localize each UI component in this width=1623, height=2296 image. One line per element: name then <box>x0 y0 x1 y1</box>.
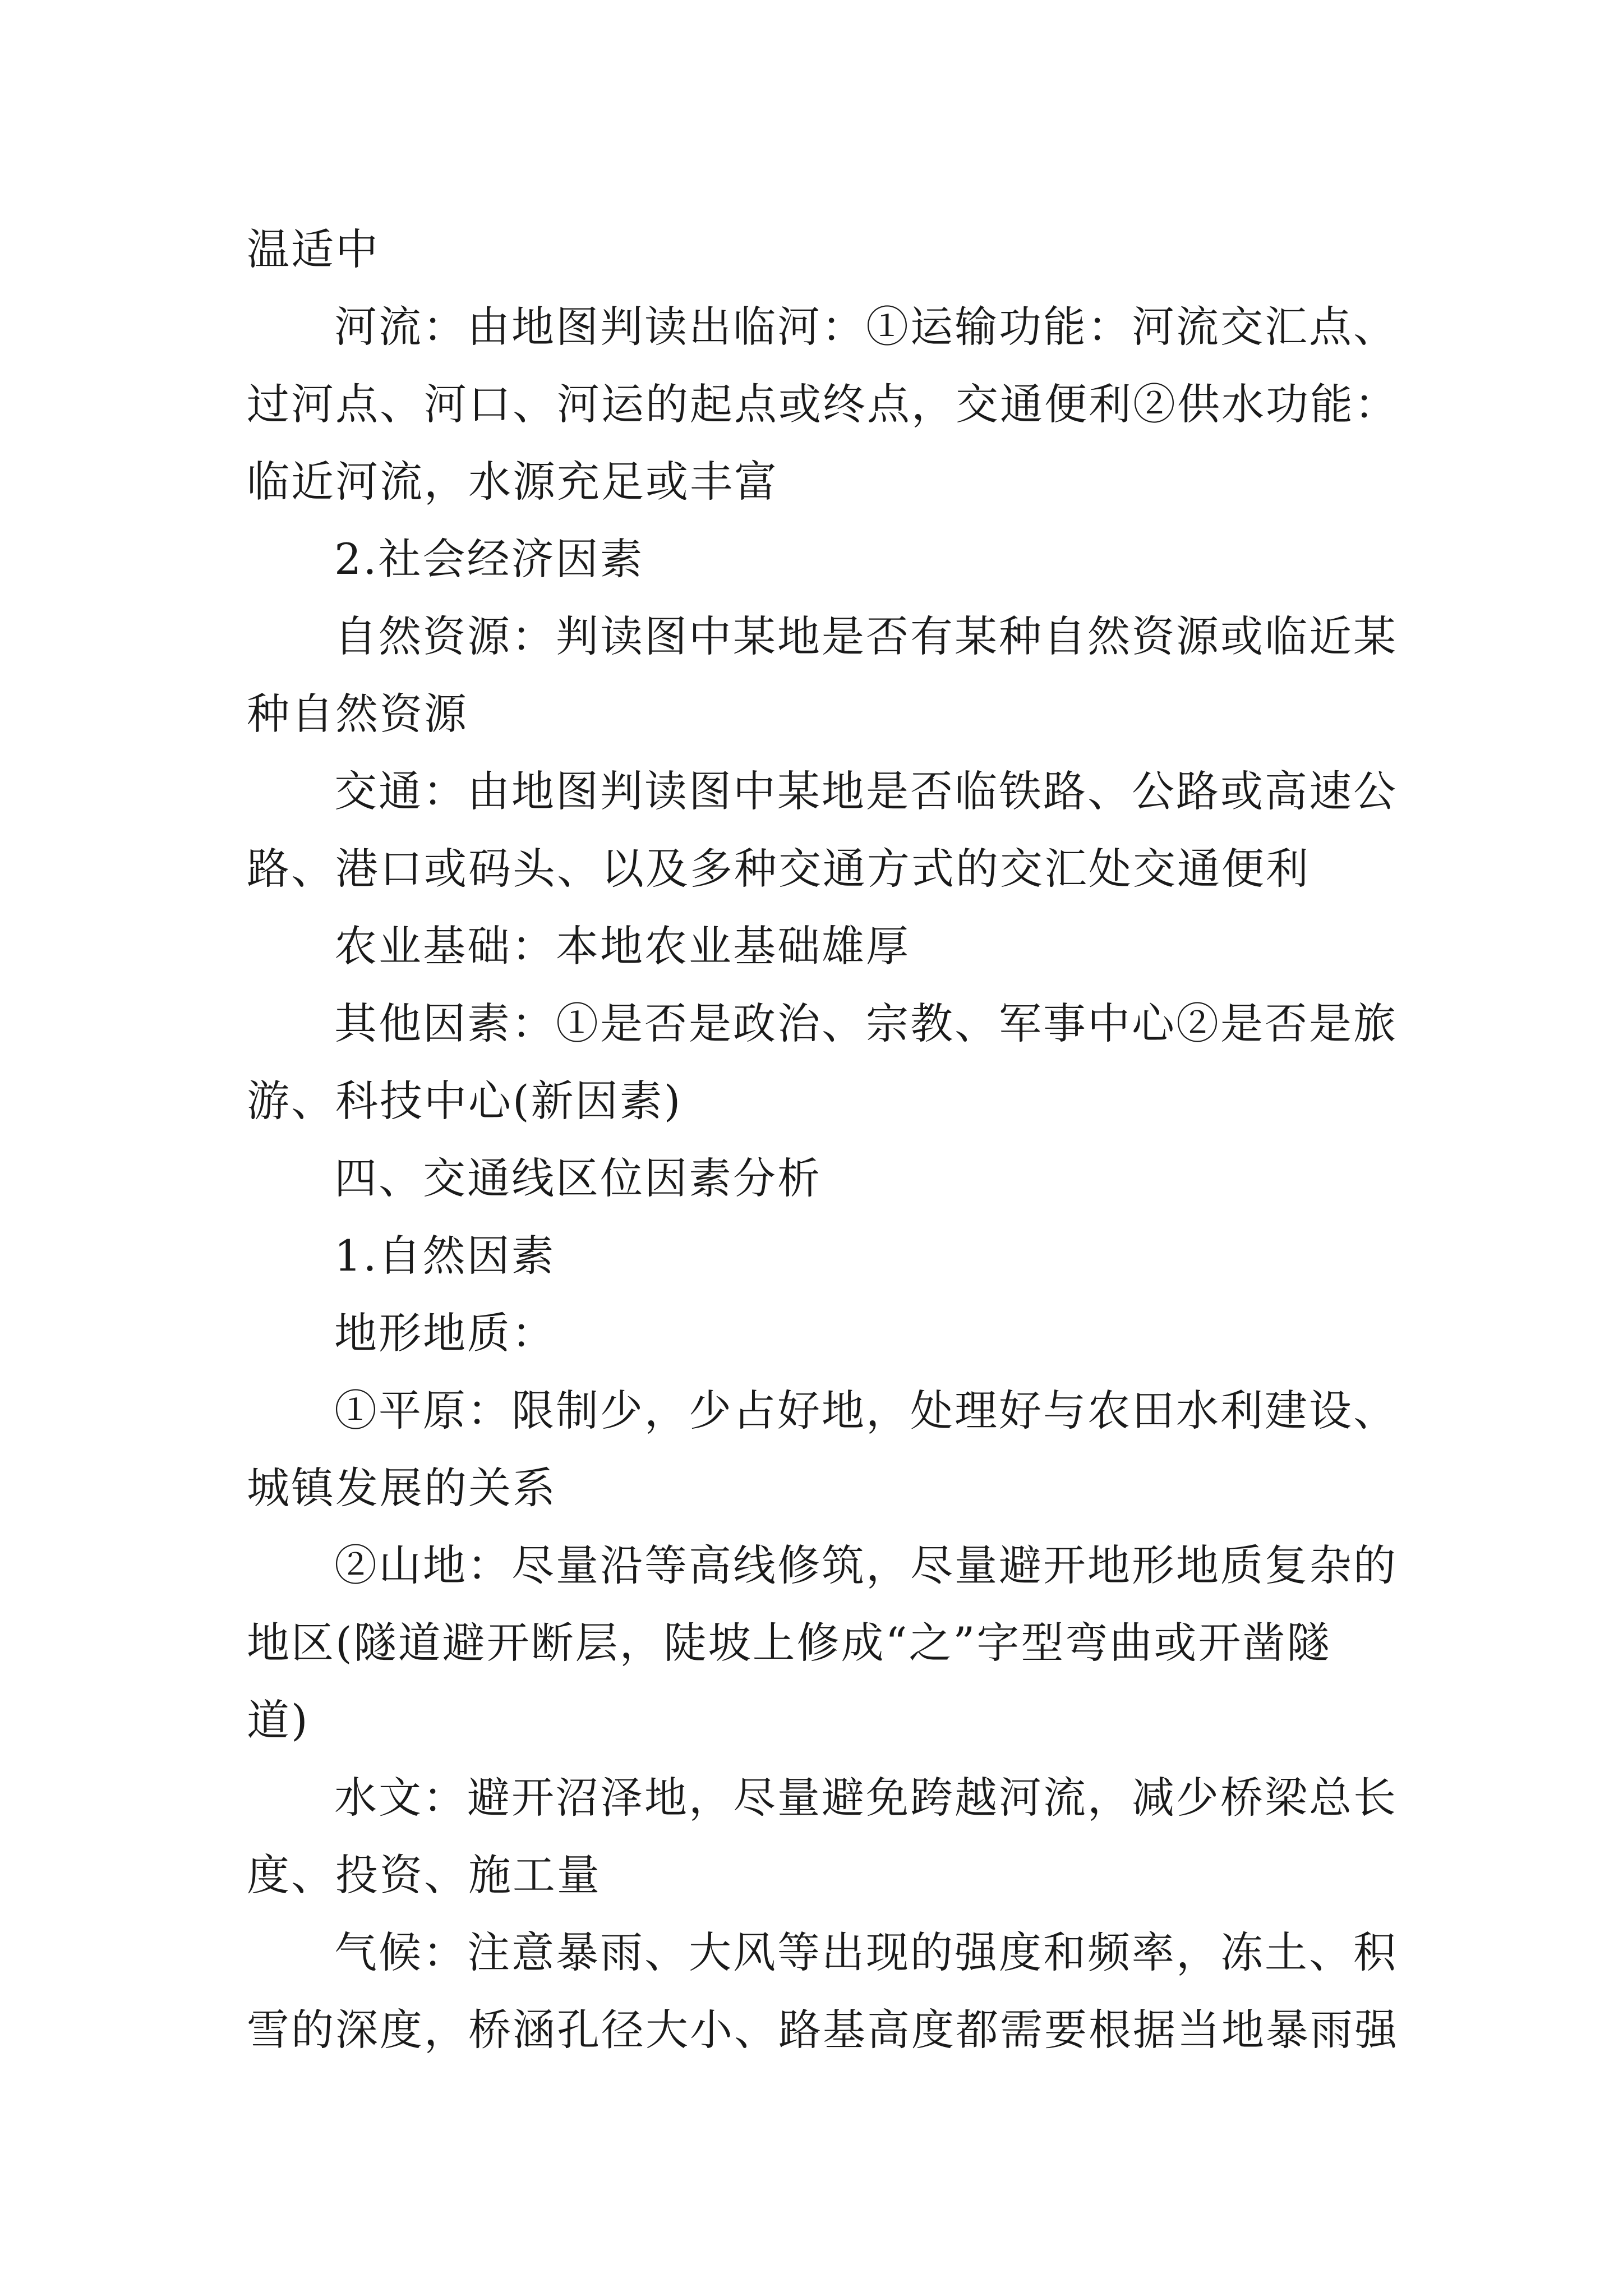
text-line: 农业基础：本地农业基础雄厚 <box>334 921 910 971</box>
text-line: 交通：由地图判读图中某地是否临铁路、公路或高速公 <box>334 766 1398 816</box>
text-line: 临近河流，水源充足或丰富 <box>247 457 778 507</box>
text-line: ②山地：尽量沿等高线修筑，尽量避开地形地质复杂的 <box>334 1540 1398 1590</box>
section-heading: 2.社会经济因素 <box>334 534 644 584</box>
text-line: 自然资源：判读图中某地是否有某种自然资源或临近某 <box>334 611 1398 661</box>
text-line: 雪的深度，桥涵孔径大小、路基高度都需要根据当地暴雨强 <box>247 2005 1399 2055</box>
text-line: 其他因素：①是否是政治、宗教、军事中心②是否是旅 <box>334 999 1398 1048</box>
text-line: 路、港口或码头、以及多种交通方式的交汇处交通便利 <box>247 844 1310 894</box>
text-line: 游、科技中心(新因素) <box>247 1076 683 1126</box>
text-line: 度、投资、施工量 <box>247 1850 601 1900</box>
section-heading: 四、交通线区位因素分析 <box>334 1153 822 1203</box>
text-line: ①平原：限制少，少占好地，处理好与农田水利建设、 <box>334 1386 1398 1435</box>
text-line: 地区(隧道避开断层，陡坡上修成“之”字型弯曲或开凿隧 <box>247 1618 1331 1668</box>
text-line: 河流：由地图判读出临河：①运输功能：河流交汇点、 <box>334 302 1398 352</box>
text-line: 道) <box>247 1695 310 1745</box>
text-line: 温适中 <box>247 224 380 274</box>
text-line: 城镇发展的关系 <box>247 1463 557 1513</box>
text-line: 地形地质： <box>334 1308 556 1358</box>
text-line: 过河点、河口、河运的起点或终点，交通便利②供水功能： <box>247 379 1399 429</box>
section-heading: 1.自然因素 <box>334 1231 556 1281</box>
text-line: 气候：注意暴雨、大风等出现的强度和频率，冻土、积 <box>334 1927 1398 1977</box>
text-line: 种自然资源 <box>247 689 468 739</box>
text-line: 水文：避开沼泽地，尽量避免跨越河流，减少桥梁总长 <box>334 1773 1398 1823</box>
document-body <box>247 211 1399 2069</box>
